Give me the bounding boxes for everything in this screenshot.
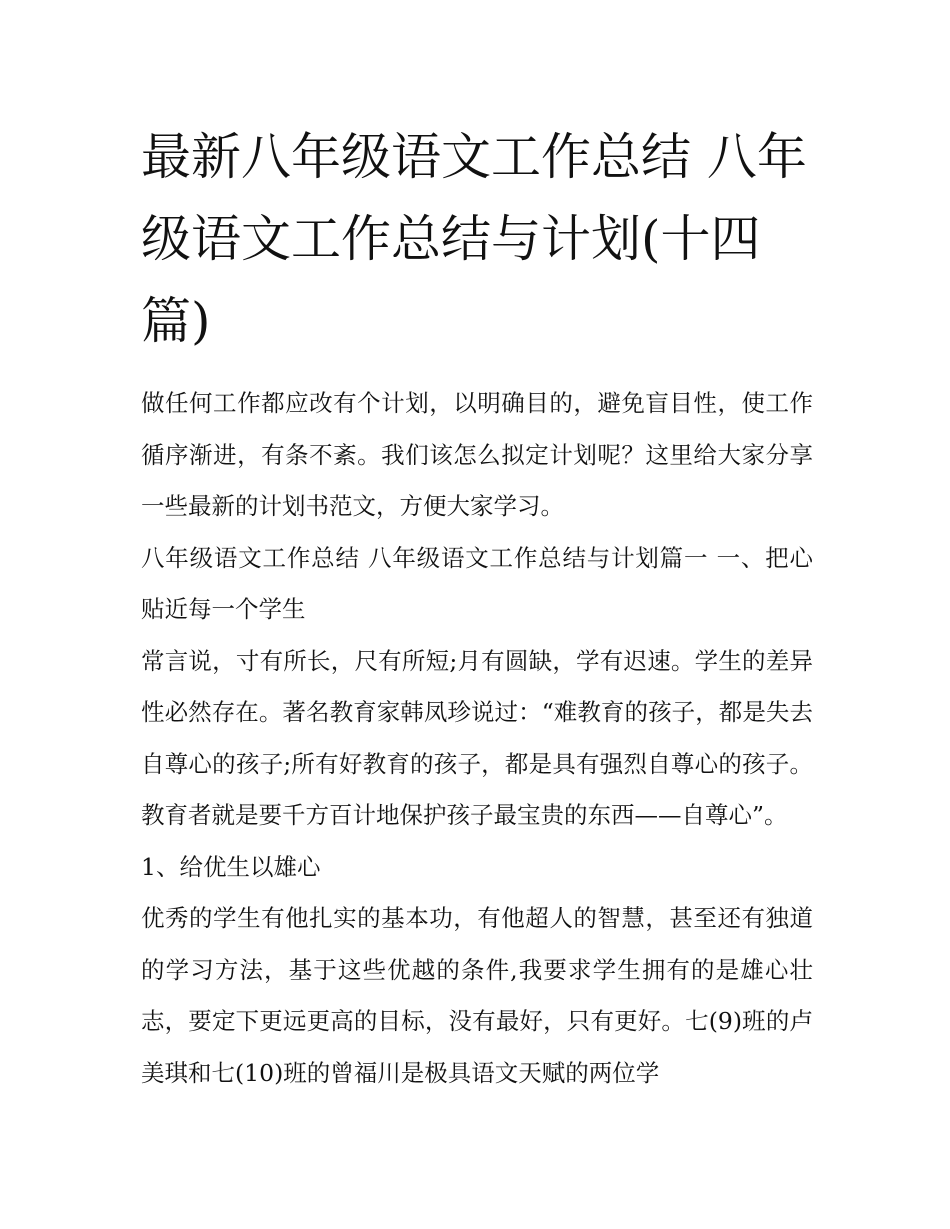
- document-body: [141, 116, 813, 1099]
- body-paragraph: 常言说，寸有所长，尺有所短;月有圆缺，学有迟速。学生的差异性必然存在。著名教育家韩凤珍说过：“难教育的孩子，都是失去自尊心的孩子;所有好教育的孩子，都是具有强烈自尊心的孩子。教育者就是要千方百计地保护孩子最宝贵的东西——自尊心”。: [141, 646, 813, 829]
- intro-paragraph: 做任何工作都应改有个计划，以明确目的，避免盲目性，使工作循序渐进，有条不紊。我们该怎么拟定计划呢？这里给大家分享一些最新的计划书范文，方便大家学习。: [141, 389, 813, 520]
- document-title: 最新八年级语文工作总结 八年级语文工作总结与计划(十四篇): [141, 128, 807, 350]
- body-paragraph: 优秀的学生有他扎实的基本功，有他超人的智慧，甚至还有独道的学习方法，基于这些优越的条件,我要求学生拥有的是雄心壮志，要定下更远更高的目标，没有最好，只有更好。七(9)班的卢美琪和七(10)班的曾福川是极具语文天赋的两位学: [141, 904, 813, 1087]
- subheading-paragraph: 1、给优生以雄心: [141, 852, 321, 881]
- section-heading-paragraph: 八年级语文工作总结 八年级语文工作总结与计划篇一 一、把心贴近每一个学生: [141, 543, 813, 623]
